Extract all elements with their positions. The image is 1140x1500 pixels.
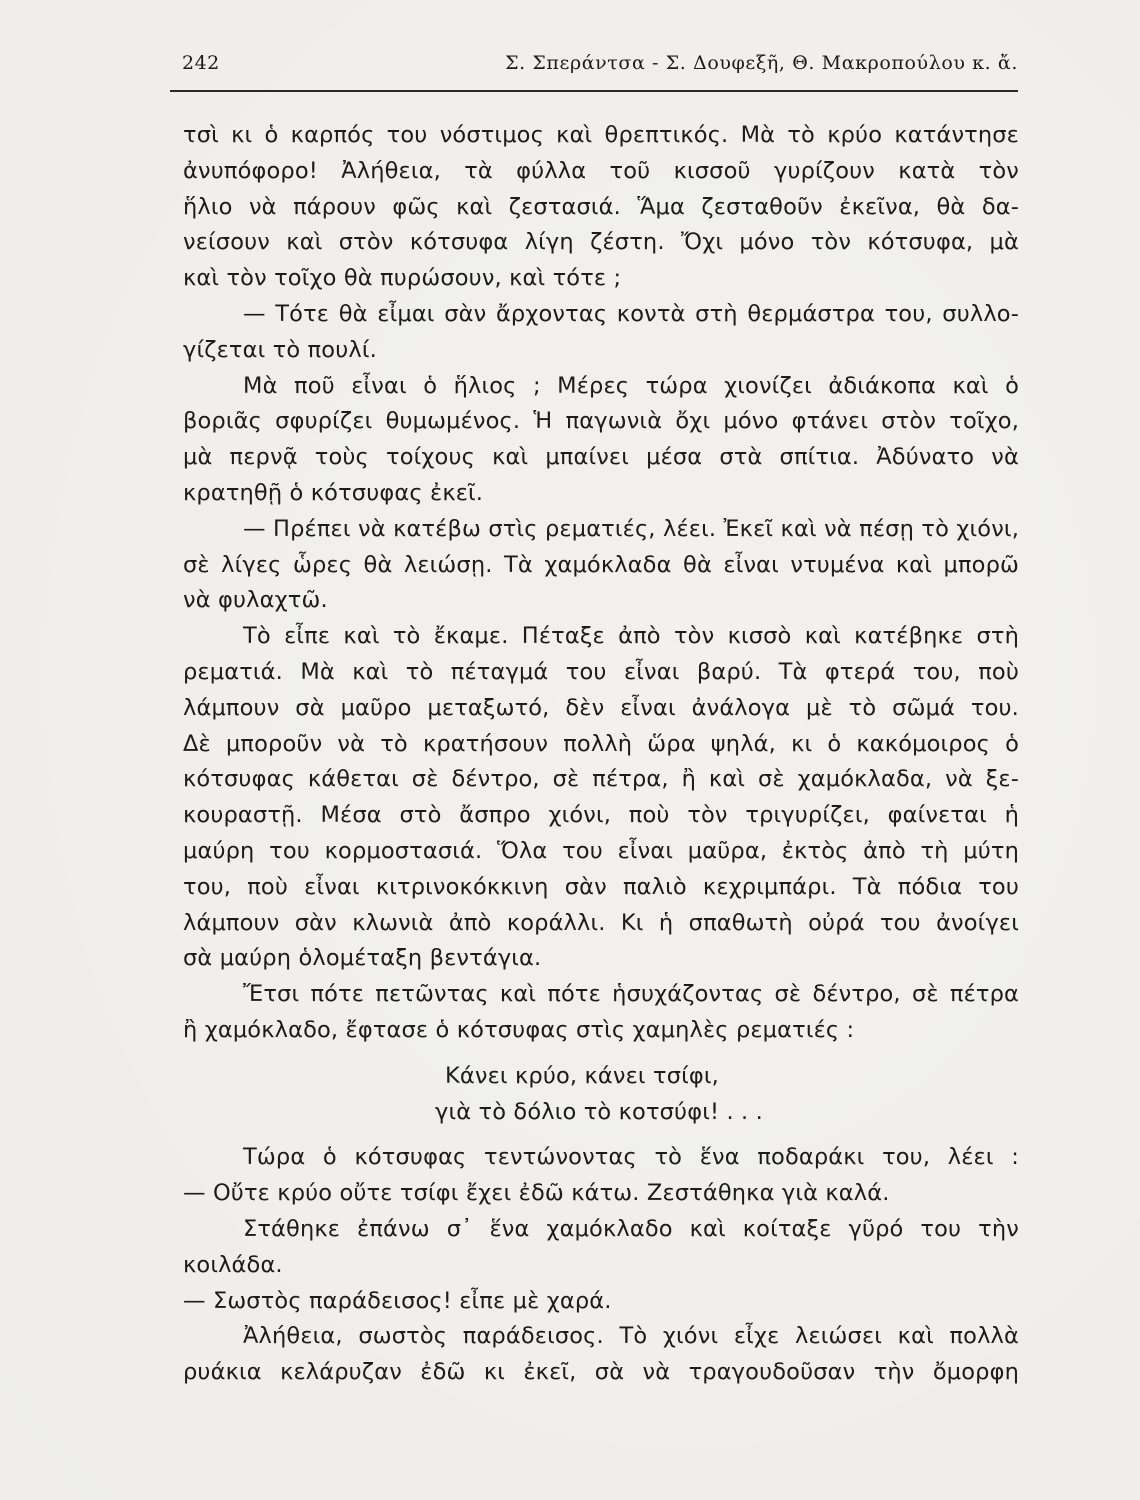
page-number: 242 <box>182 52 220 74</box>
text-line: Δὲ μποροῦν νὰ τὸ κρατήσουν πολλὴ ὥρα ψηλά, κι ὁ κακόμοιρος ὁ <box>183 730 1019 757</box>
text-line: τσὶ κι ὁ καρπός του νόστιμος καὶ θρεπτικός. Μὰ τὸ κρύο κατάντησε <box>183 122 1019 148</box>
text-line: κρατηθῇ ὁ κότσυφας ἐκεῖ. <box>183 479 484 506</box>
text-line: — Τότε θὰ εἶμαι σὰν ἄρχοντας κοντὰ στὴ θερμάστρα του, συλλο- <box>243 300 1019 327</box>
verse-line: γιὰ τὸ δόλιο τὸ κοτσύφι! . . . <box>435 1098 763 1125</box>
text-line: Στάθηκε ἐπάνω σ᾽ ἕνα χαμόκλαδο καὶ κοίταξε γῦρό του τὴν <box>243 1215 1019 1242</box>
text-line: καὶ τὸν τοῖχο θὰ πυρώσουν, καὶ τότε ; <box>183 265 622 292</box>
verse-line: Κάνει κρύο, κάνει τσίφι, <box>445 1062 719 1089</box>
text-line: Τώρα ὁ κότσυφας τεντώνοντας τὸ ἕνα ποδαράκι του, λέει : <box>243 1144 1019 1171</box>
body-text <box>183 118 1019 1391</box>
text-line: βοριᾶς σφυρίζει θυμωμένος. Ἡ παγωνιὰ ὄχι μόνο φτάνει στὸν τοῖχο, <box>183 408 1019 435</box>
text-line: σὲ λίγες ὧρες θὰ λειώσῃ. Τὰ χαμόκλαδα θὰ εἶναι ντυμένα καὶ μπορῶ <box>183 551 1019 578</box>
text-line: λάμπουν σὰ μαῦρο μεταξωτό, δὲν εἶναι ἀνάλογα μὲ τὸ σῶμά του. <box>183 694 1019 721</box>
text-line: ἀνυπόφορο! Ἀλήθεια, τὰ φύλλα τοῦ κισσοῦ γυρίζουν κατὰ τὸν <box>183 157 1019 184</box>
text-line: κότσυφας κάθεται σὲ δέντρο, σὲ πέτρα, ἢ καὶ σὲ χαμόκλαδα, νὰ ξε- <box>183 766 1019 793</box>
running-head: Σ. Σπεράντσα - Σ. Δουφεξῆ, Θ. Μακροπούλου κ. ἄ. <box>505 52 1018 74</box>
text-line: ἢ χαμόκλαδο, ἔφτασε ὁ κότσυφας στὶς χαμηλὲς ρεματιές : <box>183 1016 855 1043</box>
text-line: ἥλιο νὰ πάρουν φῶς καὶ ζεστασιά. Ἅμα ζεσταθοῦν ἐκεῖνα, θὰ δα- <box>183 193 1019 220</box>
text-line: — Πρέπει νὰ κατέβω στὶς ρεματιές, λέει. Ἐκεῖ καὶ νὰ πέσῃ τὸ χιόνι, <box>243 515 1019 542</box>
text-line: κουραστῇ. Μέσα στὸ ἄσπρο χιόνι, ποὺ τὸν τριγυρίζει, φαίνεται ἡ <box>183 802 1019 829</box>
header-rule <box>170 90 1018 92</box>
text-line: Μὰ ποῦ εἶναι ὁ ἥλιος ; Μέρες τώρα χιονίζει ἀδιάκοπα καὶ ὁ <box>243 372 1019 399</box>
text-line: κοιλάδα. <box>183 1251 283 1278</box>
text-line: Ἀλήθεια, σωστὸς παράδεισος. Τὸ χιόνι εἶχε λειώσει καὶ πολλὰ <box>243 1323 1019 1350</box>
text-line: μαύρη του κορμοστασιά. Ὅλα του εἶναι μαῦρα, ἐκτὸς ἀπὸ τὴ μύτη <box>183 837 1019 864</box>
text-line: μὰ περνᾷ τοὺς τοίχους καὶ μπαίνει μέσα στὰ σπίτια. Ἀδύνατο νὰ <box>183 444 1019 471</box>
text-line: ρυάκια κελάρυζαν ἐδῶ κι ἐκεῖ, σὰ νὰ τραγουδοῦσαν τὴν ὄμορφη <box>183 1359 1019 1386</box>
text-line: του, ποὺ εἶναι κιτρινοκόκκινη σὰν παλιὸ κεχριμπάρι. Τὰ πόδια του <box>183 873 1019 900</box>
stanza-gap <box>183 1049 1019 1059</box>
text-line: γίζεται τὸ πουλί. <box>183 336 377 363</box>
text-line: — Οὔτε κρύο οὔτε τσίφι ἔχει ἐδῶ κάτω. Ζεστάθηκα γιὰ καλά. <box>183 1180 890 1207</box>
text-line: σὰ μαύρη ὁλομέταξη βεντάγια. <box>183 945 542 972</box>
text-line: Τὸ εἶπε καὶ τὸ ἔκαμε. Πέταξε ἀπὸ τὸν κισσὸ καὶ κατέβηκε στὴ <box>243 623 1019 650</box>
text-line: — Σωστὸς παράδεισος! εἶπε μὲ χαρά. <box>183 1287 612 1314</box>
text-line: νείσουν καὶ στὸν κότσυφα λίγη ζέστη. Ὄχι μόνο τὸν κότσυφα, μὰ <box>183 229 1019 256</box>
text-line: λάμπουν σὰν κλωνιὰ ἀπὸ κοράλλι. Κι ἡ σπαθωτὴ οὐρά του ἀνοίγει <box>183 909 1019 936</box>
page-header <box>182 52 1018 82</box>
text-line: νὰ φυλαχτῶ. <box>183 587 328 614</box>
text-line: Ἔτσι πότε πετῶντας καὶ πότε ἡσυχάζοντας σὲ δέντρο, σὲ πέτρα <box>243 981 1019 1008</box>
stanza-gap <box>183 1130 1019 1140</box>
text-line: ρεματιά. Μὰ καὶ τὸ πέταγμά του εἶναι βαρύ. Τὰ φτερά του, ποὺ <box>183 658 1019 685</box>
